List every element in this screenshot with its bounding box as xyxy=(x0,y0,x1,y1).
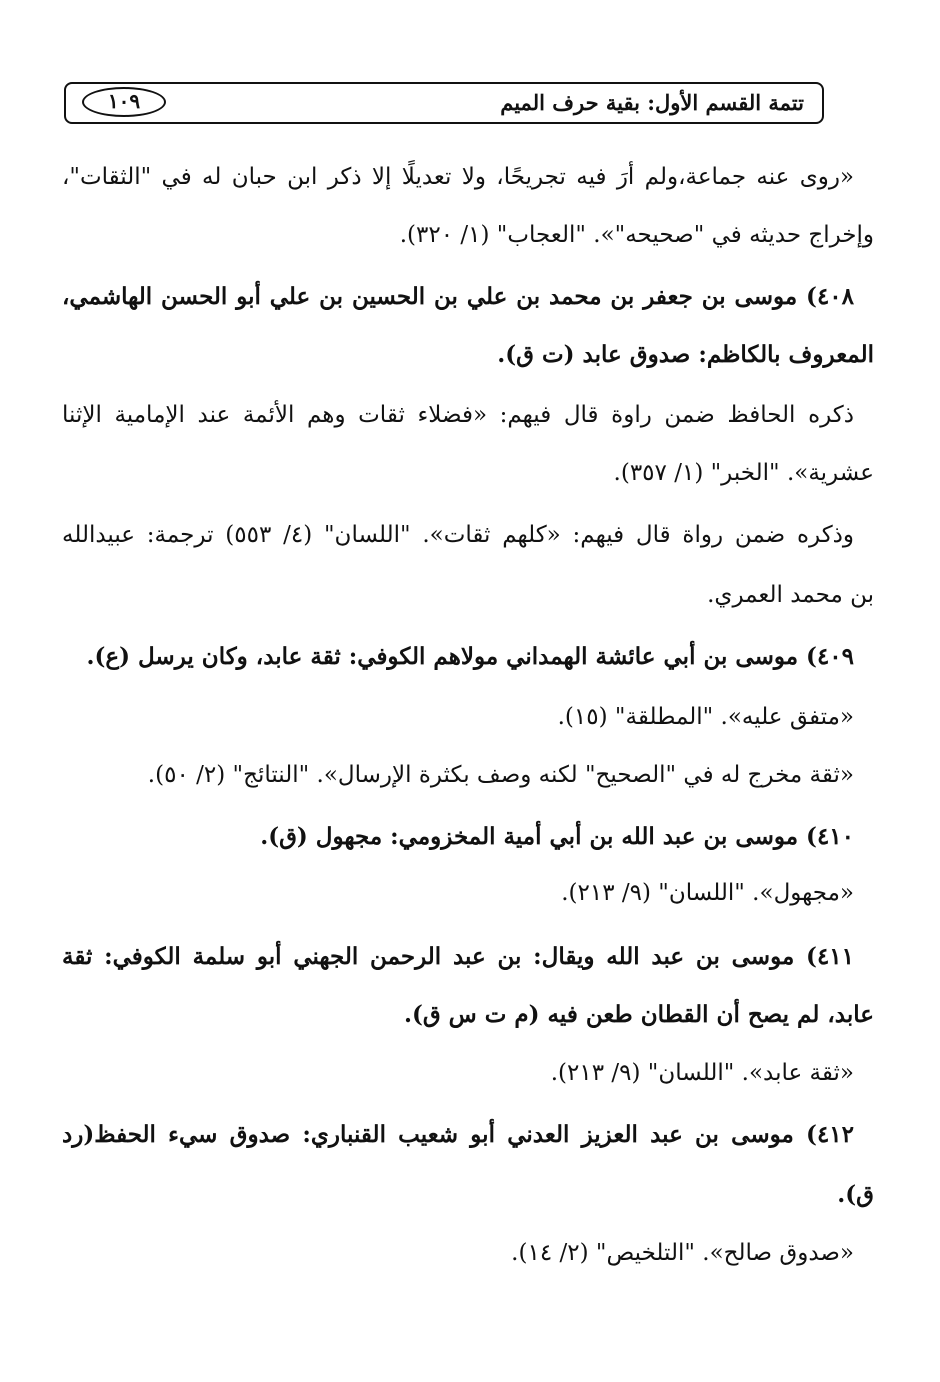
entry-heading: المعروف بالكاظم: صدوق عابد (ت ق). xyxy=(497,341,874,368)
entry-heading: ٤١١) موسى بن عبد الله ويقال: بن عبد الرحمن الجهني أبو سلمة الكوفي: ثقة xyxy=(62,943,854,970)
text-line: بن محمد العمري. xyxy=(707,582,874,608)
entry-heading: ق). xyxy=(837,1181,874,1208)
text-line: عشرية». "الخبر" (١/ ٣٥٧). xyxy=(613,460,874,486)
text-line: «روى عنه جماعة،ولم أرَ فيه تجريحًا، ولا تعديلًا إلا ذكر ابن حبان له في "الثقات"، xyxy=(62,164,854,190)
page-number: ١٠٩ xyxy=(82,87,166,117)
page-header xyxy=(64,82,824,124)
text-line: «مجهول». "اللسان" (٩/ ٢١٣). xyxy=(561,880,854,906)
header-title: تتمة القسم الأول: بقية حرف الميم xyxy=(500,90,804,115)
entry-heading: ٤١٢) موسى بن عبد العزيز العدني أبو شعيب القنباري: صدوق سيء الحفظ(رد xyxy=(62,1121,854,1148)
entry-heading: ٤٠٨) موسى بن جعفر بن محمد بن علي بن الحسين بن علي أبو الحسن الهاشمي، xyxy=(62,283,854,310)
text-line: «صدوق صالح». "التلخيص" (٢/ ١٤). xyxy=(511,1240,854,1266)
text-line: وذكره ضمن رواة قال فيهم: «كلهم ثقات». "اللسان" (٤/ ٥٥٣) ترجمة: عبيدالله xyxy=(62,522,854,548)
text-line: ذكره الحافظ ضمن راوة قال فيهم: «فضلاء ثقات وهم الأئمة عند الإمامية الإثنا xyxy=(62,402,854,428)
text-line: «ثقة عابد». "اللسان" (٩/ ٢١٣). xyxy=(550,1060,854,1086)
text-line: وإخراج حديثه في "صحيحه"». "العجاب" (١/ ٣٢٠). xyxy=(399,222,874,248)
text-line: «ثقة مخرج له في "الصحيح" لكنه وصف بكثرة الإرسال». "النتائج" (٢/ ٥٠). xyxy=(147,762,854,788)
entry-heading: ٤١٠) موسى بن عبد الله بن أبي أمية المخزومي: مجهول (ق). xyxy=(260,823,854,850)
entry-heading: عابد، لم يصح أن القطان طعن فيه (م ت س ق). xyxy=(403,1001,874,1028)
text-line: «متفق عليه». "المطلقة" (١٥). xyxy=(557,704,854,730)
entry-heading: ٤٠٩) موسى بن أبي عائشة الهمداني مولاهم الكوفي: ثقة عابد، وكان يرسل (ع). xyxy=(86,643,854,670)
